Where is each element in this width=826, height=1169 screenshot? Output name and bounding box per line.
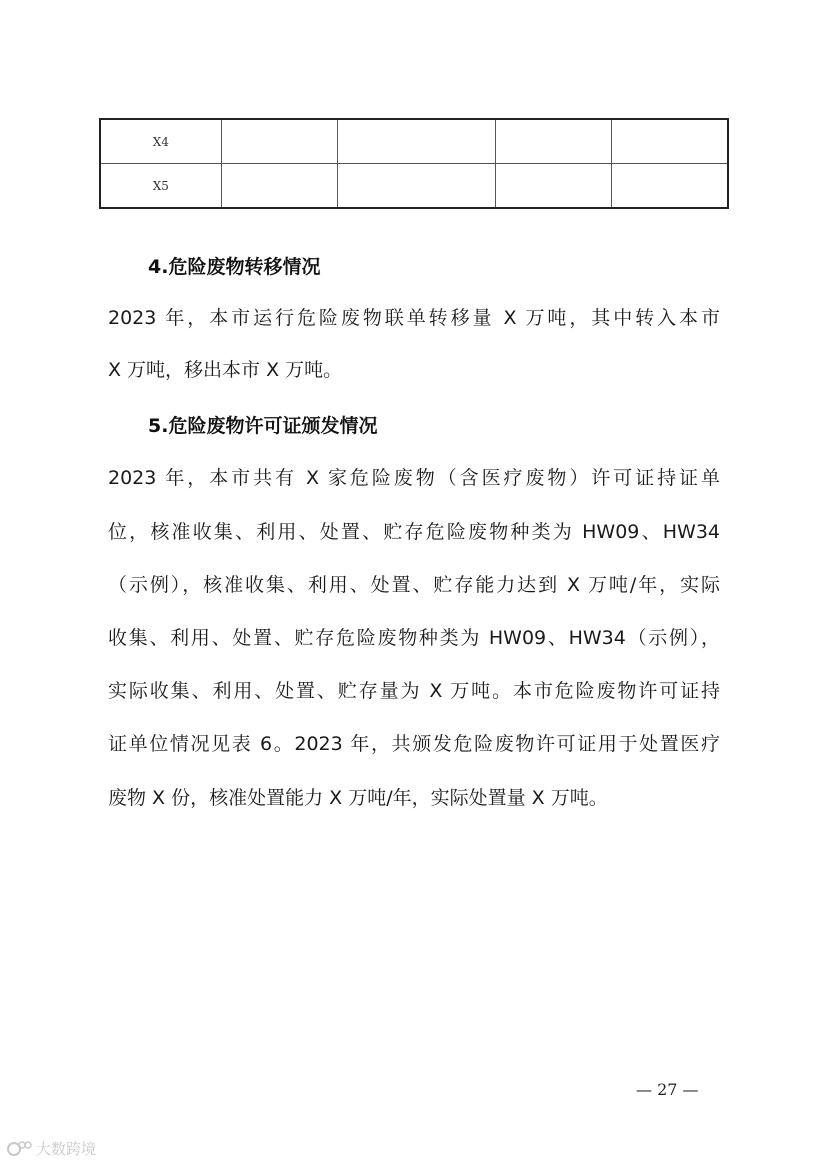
data-table: [99, 118, 729, 209]
section-5-line-2: 位，核准收集、利用、处置、贮存危险废物种类为 HW09、HW34: [108, 521, 720, 543]
table-cell: [496, 164, 611, 209]
table-cell: [338, 119, 496, 164]
table-row: [100, 119, 728, 164]
table-row: [100, 164, 728, 209]
table-cell-label: X5: [100, 164, 221, 209]
table-cell-label: X4: [100, 119, 221, 164]
section-5-line-6: 证单位情况见表 6。2023 年，共颁发危险废物许可证用于处置医疗: [108, 733, 720, 755]
table-cell: [338, 164, 496, 209]
table-cell: [221, 164, 337, 209]
page-number: — 27 —: [636, 1080, 699, 1099]
watermark-text: 大数跨境: [36, 1140, 97, 1158]
table-cell: [611, 164, 728, 209]
section-5-line-3: （示例），核准收集、利用、处置、贮存能力达到 X 万吨/年，实际: [108, 574, 720, 596]
watermark-logo-icon: [6, 1139, 32, 1159]
section-4-line-2: X 万吨，移出本市 X 万吨。: [108, 359, 343, 381]
section-5-line-4: 收集、利用、处置、贮存危险废物种类为 HW09、HW34（示例），: [108, 627, 720, 649]
section-5-line-7: 废物 X 份，核准处置能力 X 万吨/年，实际处置量 X 万吨。: [108, 787, 608, 809]
section-5-line-1: 2023 年，本市共有 X 家危险废物（含医疗废物）许可证持证单: [108, 467, 720, 489]
section-5-line-5: 实际收集、利用、处置、贮存量为 X 万吨。本市危险废物许可证持: [108, 680, 720, 702]
section-4-heading: 4.危险废物转移情况: [148, 256, 321, 278]
table-cell: [496, 119, 611, 164]
section-4-line-1: 2023 年，本市运行危险废物联单转移量 X 万吨，其中转入本市: [108, 307, 720, 329]
watermark: [6, 1138, 96, 1159]
section-5-heading: 5.危险废物许可证颁发情况: [148, 415, 378, 437]
table-cell: [221, 119, 337, 164]
table-cell: [611, 119, 728, 164]
